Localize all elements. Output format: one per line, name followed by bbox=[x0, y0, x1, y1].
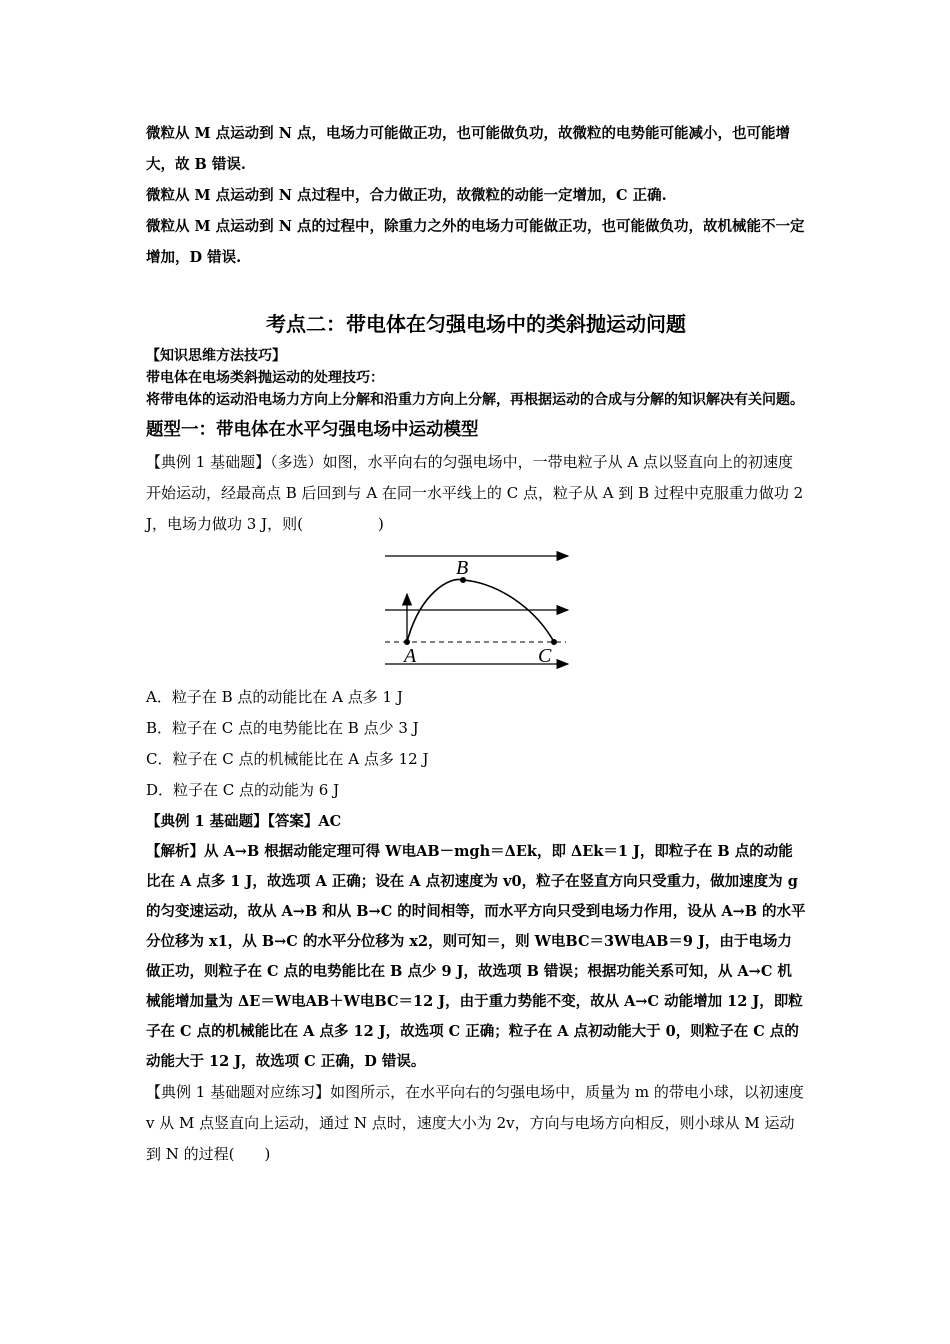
paragraph-2: 微粒从 M 点运动到 N 点过程中，合力做正功，故微粒的动能一定增加，C 正确. bbox=[146, 187, 667, 204]
knowledge-line-1: 带电体在电场类斜抛运动的处理技巧： bbox=[146, 370, 384, 386]
option-d: D．粒子在 C 点的动能为 6 J bbox=[146, 781, 340, 799]
document-page bbox=[146, 118, 806, 1170]
section-title: 考点二：带电体在匀强电场中的类斜抛运动问题 bbox=[266, 312, 686, 336]
option-c: C．粒子在 C 点的机械能比在 A 点多 12 J bbox=[146, 750, 429, 768]
label-c: C bbox=[538, 645, 552, 667]
label-a: A bbox=[404, 645, 417, 667]
field-diagram bbox=[380, 548, 580, 676]
type-heading: 题型一：带电体在水平匀强电场中运动模型 bbox=[146, 420, 479, 440]
paragraph-3: 微粒从 M 点运动到 N 点的过程中，除重力之外的电场力可能做正功，也可能做负功，故机械能不一定增加，D 错误. bbox=[146, 218, 805, 266]
option-b: B．粒子在 C 点的电势能比在 B 点少 3 J bbox=[146, 719, 419, 737]
option-a: A．粒子在 B 点的动能比在 A 点多 1 J bbox=[146, 688, 403, 706]
point-c bbox=[551, 639, 557, 645]
answer-line: 【典例 1 基础题】【答案】AC bbox=[146, 813, 342, 830]
explanation: 【解析】从 A→B 根据动能定理可得 W电AB－mgh＝ΔEk，即 ΔEk＝1 J，即粒子在 B 点的动能比在 A 点多 1 J，故选项 A 正确；设在 A 点初速度为 v0，粒子在竖直方向只受重力，做加速度为 g 的匀变速运动，故从 A→B 和从 B→C 的时间相等，而水平方向只受到电场力作用，设从 A→B 的水平分位移为 x1，从 B→C 的水平分位移为 x2，则可知＝，则 W电BC＝3W电AB＝9 J，由于电场力做正功，则粒子在 C 点的电势能比在 B 点少 9 J，故选项 B 错误；根据功能关系可知，从 A→C 机械能增加量为 ΔE＝W电AB＋W电BC＝12 J，由于重力势能不变，故从 A→C 动能增加 12 J，即粒子在 C 点的机械能比在 A 点多 12 J，故选项 C 正确；粒子在 A 点初动能大于 0，则粒子在 C 点的动能大于 12 J，故选项 C 正确，D 错误。 bbox=[146, 843, 806, 1070]
example-question: 【典例 1 基础题】（多选）如图，水平向右的匀强电场中，一带电粒子从 A 点以竖直向上的初速度开始运动，经最高点 B 后回到与 A 在同一水平线上的 C 点，粒子从 A 到 B 过程中克服重力做功 2 J，电场力做功 3 J，则( ) bbox=[146, 453, 804, 533]
electric-field-figure bbox=[380, 548, 580, 676]
label-b: B bbox=[456, 557, 469, 579]
practice-question: 【典例 1 基础题对应练习】如图所示，在水平向右的匀强电场中，质量为 m 的带电小球，以初速度 v 从 M 点竖直向上运动，通过 N 点时，速度大小为 2v，方向与电场方向相反，则小球从 M 运动到 N 的过程( ) bbox=[146, 1083, 804, 1163]
knowledge-heading: 【知识思维方法技巧】 bbox=[146, 348, 286, 364]
paragraph-1: 微粒从 M 点运动到 N 点，电场力可能做正功，也可能做负功，故微粒的电势能可能减小，也可能增大，故 B 错误. bbox=[146, 125, 790, 173]
trajectory bbox=[407, 579, 554, 642]
knowledge-line-2: 将带电体的运动沿电场力方向上分解和沿重力方向上分解，再根据运动的合成与分解的知识解决有关问题。 bbox=[146, 392, 804, 408]
